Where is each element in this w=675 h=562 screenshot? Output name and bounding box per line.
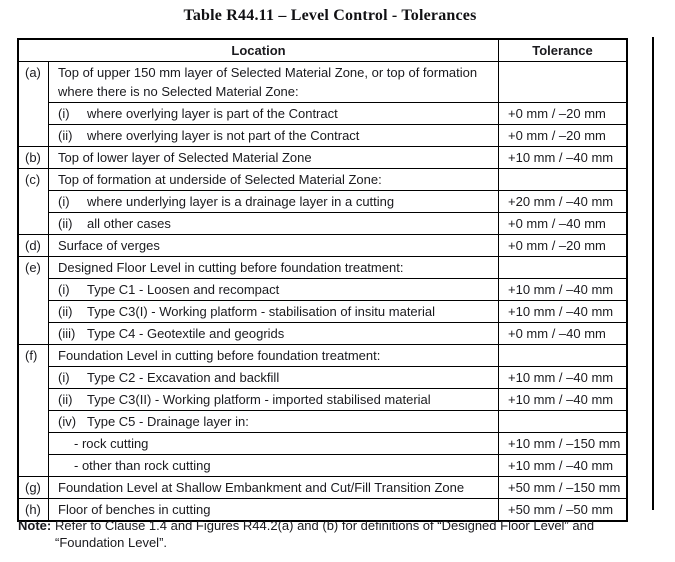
- table-header-row: [19, 40, 626, 61]
- location-column-header: Location: [231, 43, 286, 58]
- sub-item-label: (ii): [58, 392, 73, 407]
- location-cell: [49, 62, 498, 102]
- sub-item-label: (i): [58, 106, 70, 121]
- tolerance-value: +50 mm / –50 mm: [498, 499, 626, 520]
- tolerance-value: [498, 345, 626, 366]
- tolerance-value: +0 mm / –20 mm: [498, 124, 626, 146]
- row-label: [19, 410, 49, 432]
- row-label: [19, 278, 49, 300]
- sub-item-label: (ii): [58, 304, 73, 319]
- table-row: [19, 61, 626, 102]
- location-cell: [49, 235, 498, 256]
- location-text: Foundation Level at Shallow Embankment and Cut/Fill Transition Zone: [58, 480, 465, 495]
- row-label: [19, 124, 49, 146]
- footnote: [18, 517, 643, 551]
- location-text: where underlying layer is a drainage layer in a cutting: [87, 194, 395, 209]
- location-cell: [49, 212, 498, 234]
- tolerance-value: +0 mm / –40 mm: [498, 212, 626, 234]
- tolerance-value: +50 mm / –150 mm: [498, 477, 626, 498]
- location-cell: [49, 169, 498, 190]
- location-text: - rock cutting: [74, 436, 149, 451]
- table-title: Table R44.11 – Level Control - Tolerances: [183, 7, 477, 24]
- row-label: (c): [19, 169, 49, 190]
- location-text: Type C4 - Geotextile and geogrids: [87, 326, 285, 341]
- location-text: Floor of benches in cutting: [58, 502, 211, 517]
- row-label: [19, 212, 49, 234]
- location-cell: [49, 345, 498, 366]
- row-label: [19, 300, 49, 322]
- sub-item-label: (ii): [58, 216, 73, 231]
- location-cell: [49, 147, 498, 168]
- location-text: all other cases: [87, 216, 171, 231]
- table-row: [19, 476, 626, 498]
- table-row: [19, 146, 626, 168]
- row-label: [19, 190, 49, 212]
- sub-item-label: (i): [58, 370, 70, 385]
- table-row: [19, 366, 626, 388]
- tolerance-value: [498, 62, 626, 102]
- note-label: Note:: [18, 518, 52, 533]
- tolerance-value: +10 mm / –40 mm: [498, 300, 626, 322]
- sub-item-label: (iii): [58, 326, 76, 341]
- row-label: (f): [19, 345, 49, 366]
- sub-item-label: (i): [58, 282, 70, 297]
- row-label: [19, 102, 49, 124]
- location-cell: [49, 102, 498, 124]
- table-row: [19, 410, 626, 432]
- table-row: [19, 322, 626, 344]
- location-text: where overlying layer is part of the Contract: [87, 106, 338, 121]
- location-text: Foundation Level in cutting before foundation treatment:: [58, 348, 381, 363]
- tolerance-value: +10 mm / –40 mm: [498, 147, 626, 168]
- location-text: Type C5 - Drainage layer in:: [87, 414, 249, 429]
- location-text: Top of formation at underside of Selected Material Zone:: [58, 172, 382, 187]
- table-row: [19, 168, 626, 190]
- location-text: Type C2 - Excavation and backfill: [87, 370, 280, 385]
- row-label: (b): [19, 147, 49, 168]
- row-label: (a): [19, 62, 49, 102]
- table-body: [19, 61, 626, 520]
- tolerance-value: +10 mm / –40 mm: [498, 388, 626, 410]
- location-cell: [49, 190, 498, 212]
- tolerance-value: [498, 169, 626, 190]
- location-cell: [49, 366, 498, 388]
- tolerance-value: [498, 410, 626, 432]
- table-row: [19, 256, 626, 278]
- table-row: [19, 278, 626, 300]
- tolerances-table: [17, 38, 628, 522]
- tolerance-value: +0 mm / –40 mm: [498, 322, 626, 344]
- location-text: where overlying layer is not part of the Contract: [87, 128, 360, 143]
- row-label: [19, 388, 49, 410]
- location-cell: [49, 454, 498, 476]
- location-text: Type C3(II) - Working platform - imported stabilised material: [87, 392, 431, 407]
- table-row: [19, 388, 626, 410]
- row-label: [19, 454, 49, 476]
- sub-item-label: (iv): [58, 414, 77, 429]
- table-row: [19, 234, 626, 256]
- row-label: [19, 366, 49, 388]
- location-cell: [49, 300, 498, 322]
- location-text: Top of lower layer of Selected Material Zone: [58, 150, 312, 165]
- row-label: (e): [19, 257, 49, 278]
- location-cell: [49, 257, 498, 278]
- location-cell: [49, 322, 498, 344]
- table-row: [19, 432, 626, 454]
- location-cell: [49, 278, 498, 300]
- location-text: Type C3(I) - Working platform - stabilisation of insitu material: [87, 304, 435, 319]
- tolerance-value: +0 mm / –20 mm: [498, 235, 626, 256]
- page-edge-line: [652, 37, 654, 510]
- location-cell: [49, 410, 498, 432]
- tolerance-value: [498, 257, 626, 278]
- tolerance-column-header: Tolerance: [498, 40, 626, 61]
- location-cell: [49, 388, 498, 410]
- tolerance-value: +10 mm / –40 mm: [498, 278, 626, 300]
- sub-item-label: (ii): [58, 128, 73, 143]
- tolerance-value: +20 mm / –40 mm: [498, 190, 626, 212]
- location-text: Type C1 - Loosen and recompact: [87, 282, 280, 297]
- table-row: [19, 190, 626, 212]
- table-row: [19, 102, 626, 124]
- tolerance-value: +0 mm / –20 mm: [498, 102, 626, 124]
- row-label: [19, 432, 49, 454]
- note-text: Refer to Clause 1.4 and Figures R44.2(a) and (b) for definitions of “Designed Floor Level” and “Foundation Level”.: [55, 518, 595, 550]
- location-cell: [49, 477, 498, 498]
- location-text: Designed Floor Level in cutting before foundation treatment:: [58, 260, 404, 275]
- tolerance-value: +10 mm / –150 mm: [498, 432, 626, 454]
- row-label: [19, 322, 49, 344]
- location-text: - other than rock cutting: [74, 458, 211, 473]
- table-row: [19, 212, 626, 234]
- row-label: (g): [19, 477, 49, 498]
- location-text: Surface of verges: [58, 238, 160, 253]
- tolerance-value: +10 mm / –40 mm: [498, 454, 626, 476]
- location-cell: [49, 432, 498, 454]
- row-label: (d): [19, 235, 49, 256]
- location-text: Top of upper 150 mm layer of Selected Material Zone, or top of formation where there is no Selected Material Zone:: [58, 65, 478, 99]
- table-row: [19, 344, 626, 366]
- sub-item-label: (i): [58, 194, 70, 209]
- location-cell: [49, 124, 498, 146]
- table-row: [19, 124, 626, 146]
- table-row: [19, 300, 626, 322]
- table-row: [19, 454, 626, 476]
- tolerance-value: +10 mm / –40 mm: [498, 366, 626, 388]
- row-label: (h): [19, 499, 49, 520]
